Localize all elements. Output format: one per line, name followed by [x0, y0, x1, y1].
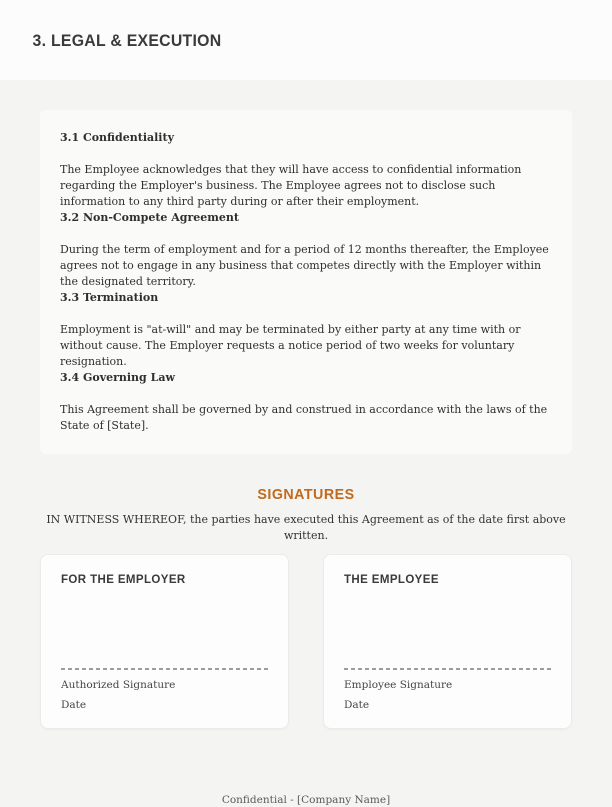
page-title: 3. LEGAL & EXECUTION: [32, 31, 222, 50]
employer-signature-title: FOR THE EMPLOYER: [61, 574, 186, 586]
employee-signature-line: [344, 668, 551, 670]
employer-date-label: Date: [61, 699, 87, 711]
section-body-confidentiality: The Employee acknowledges that they will have access to confidential information regarding the Employer's business. The Employee agrees not to disclose such information to any third party during or after their employment.: [60, 163, 522, 208]
employee-signature-card: [323, 554, 572, 729]
section-heading-non-compete: 3.2 Non-Compete Agreement: [60, 211, 239, 224]
signature-blocks-row: [40, 554, 572, 729]
employee-date-label: Date: [344, 699, 370, 711]
employer-signature-area: [61, 587, 268, 668]
page-header: [0, 0, 612, 80]
employer-signature-line: [61, 668, 268, 670]
section-body-governing-law: This Agreement shall be governed by and construed in accordance with the laws of the State of [State].: [60, 403, 548, 432]
legal-terms-card: [40, 110, 572, 454]
witness-text: IN WITNESS WHEREOF, the parties have executed this Agreement as of the date first above written.: [46, 513, 566, 542]
section-body-non-compete: During the term of employment and for a period of 12 months thereafter, the Employee agrees not to engage in any business that competes directly with the Employer within the designated territory.: [60, 243, 549, 288]
employee-signature-label: Employee Signature: [344, 679, 453, 691]
page-footer-text: Confidential - [Company Name]: [221, 794, 391, 806]
section-heading-governing-law: 3.4 Governing Law: [60, 371, 175, 384]
signatures-heading: SIGNATURES: [257, 486, 355, 503]
employee-signature-area: [344, 587, 551, 668]
section-heading-termination: 3.3 Termination: [60, 291, 159, 304]
section-heading-confidentiality: 3.1 Confidentiality: [60, 131, 174, 144]
section-body-termination: Employment is "at-will" and may be terminated by either party at any time with or without cause. The Employer requests a notice period of two weeks for voluntary resignation.: [60, 323, 521, 368]
employer-signature-label: Authorized Signature: [61, 679, 176, 691]
employee-signature-title: THE EMPLOYEE: [344, 574, 439, 586]
employer-signature-card: [40, 554, 289, 729]
